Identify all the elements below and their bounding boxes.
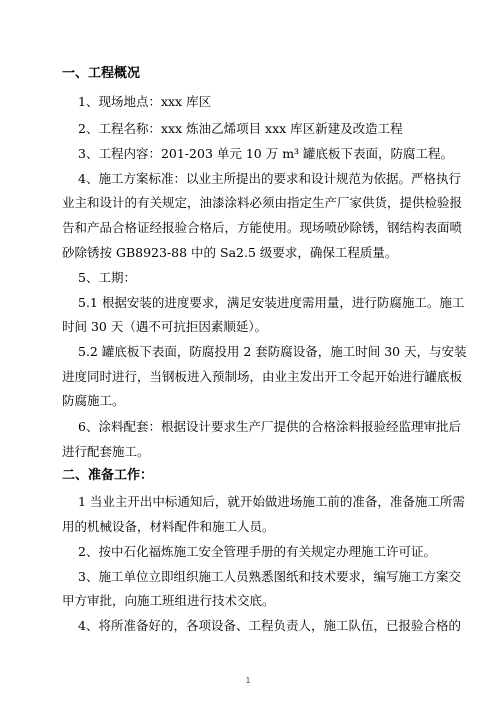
prep-3-line: 3、施工单位立即组织施工人员熟悉图纸和技术要求，编写施工方案交 — [78, 569, 461, 584]
project-name: 2、工程名称：xxx 炼油乙烯项目 xxx 库区新建及改造工程 — [78, 121, 403, 136]
schedule-5-2-line: 5.2 罐底板下表面，防腐投用 2 套防腐设备，施工时间 30 天，与安装 — [78, 344, 467, 359]
prep-3-line: 甲方审批，向施工班组进行技术交底。 — [62, 593, 275, 608]
section2-heading: 二、准备工作： — [62, 468, 154, 483]
section1-heading: 一、工程概况 — [62, 66, 141, 81]
coating-line: 进行配套施工。 — [62, 444, 150, 459]
schedule-5-2-line: 进度同时进行，当钢板进入预制场，由业主发出开工令起开始进行罐底板 — [62, 369, 463, 384]
page-number: 1 — [245, 676, 251, 685]
project-content: 3、工程内容：201-203 单元 10 万 m³ 罐底板下表面，防腐工程。 — [78, 146, 454, 161]
standard-line: 告和产品合格证经报验合格后，方能使用。现场喷砂除锈，钢结构表面喷 — [62, 220, 463, 235]
prep-4-line: 4、将所准备好的，各项设备、工程负责人，施工队伍，已报验合格的 — [78, 618, 461, 633]
site-location: 1、现场地点：xxx 库区 — [78, 94, 212, 109]
prep-1-line: 1 当业主开出中标通知后，就开始做进场施工前的准备，准备施工所需 — [78, 494, 465, 509]
schedule-title: 5、工期： — [78, 270, 136, 285]
standard-line: 砂除锈按 GB8923-88 中的 Sa2.5 级要求，确保工程质量。 — [62, 245, 398, 260]
schedule-5-2-line: 防腐施工。 — [62, 393, 125, 408]
coating-line: 6、涂料配套：根据设计要求生产厂提供的合格涂料报验经监理审批后 — [78, 419, 461, 434]
schedule-5-1-line: 时间 30 天（遇不可抗拒因素顺延）。 — [62, 319, 268, 334]
schedule-5-1-line: 5.1 根据安装的进度要求，满足安装进度需用量，进行防腐施工。施工 — [78, 295, 465, 310]
prep-1-line: 用的机械设备，材料配件和施工人员。 — [62, 519, 275, 534]
prep-2-line: 2、按中石化福炼施工安全管理手册的有关规定办理施工许可证。 — [78, 544, 436, 559]
standard-line: 4、施工方案标准：以业主所提出的要求和设计规范为依据。严格执行 — [78, 171, 461, 186]
standard-line: 业主和设计的有关规定，油漆涂料必须由指定生产厂家供货，提供检验报 — [62, 195, 463, 210]
